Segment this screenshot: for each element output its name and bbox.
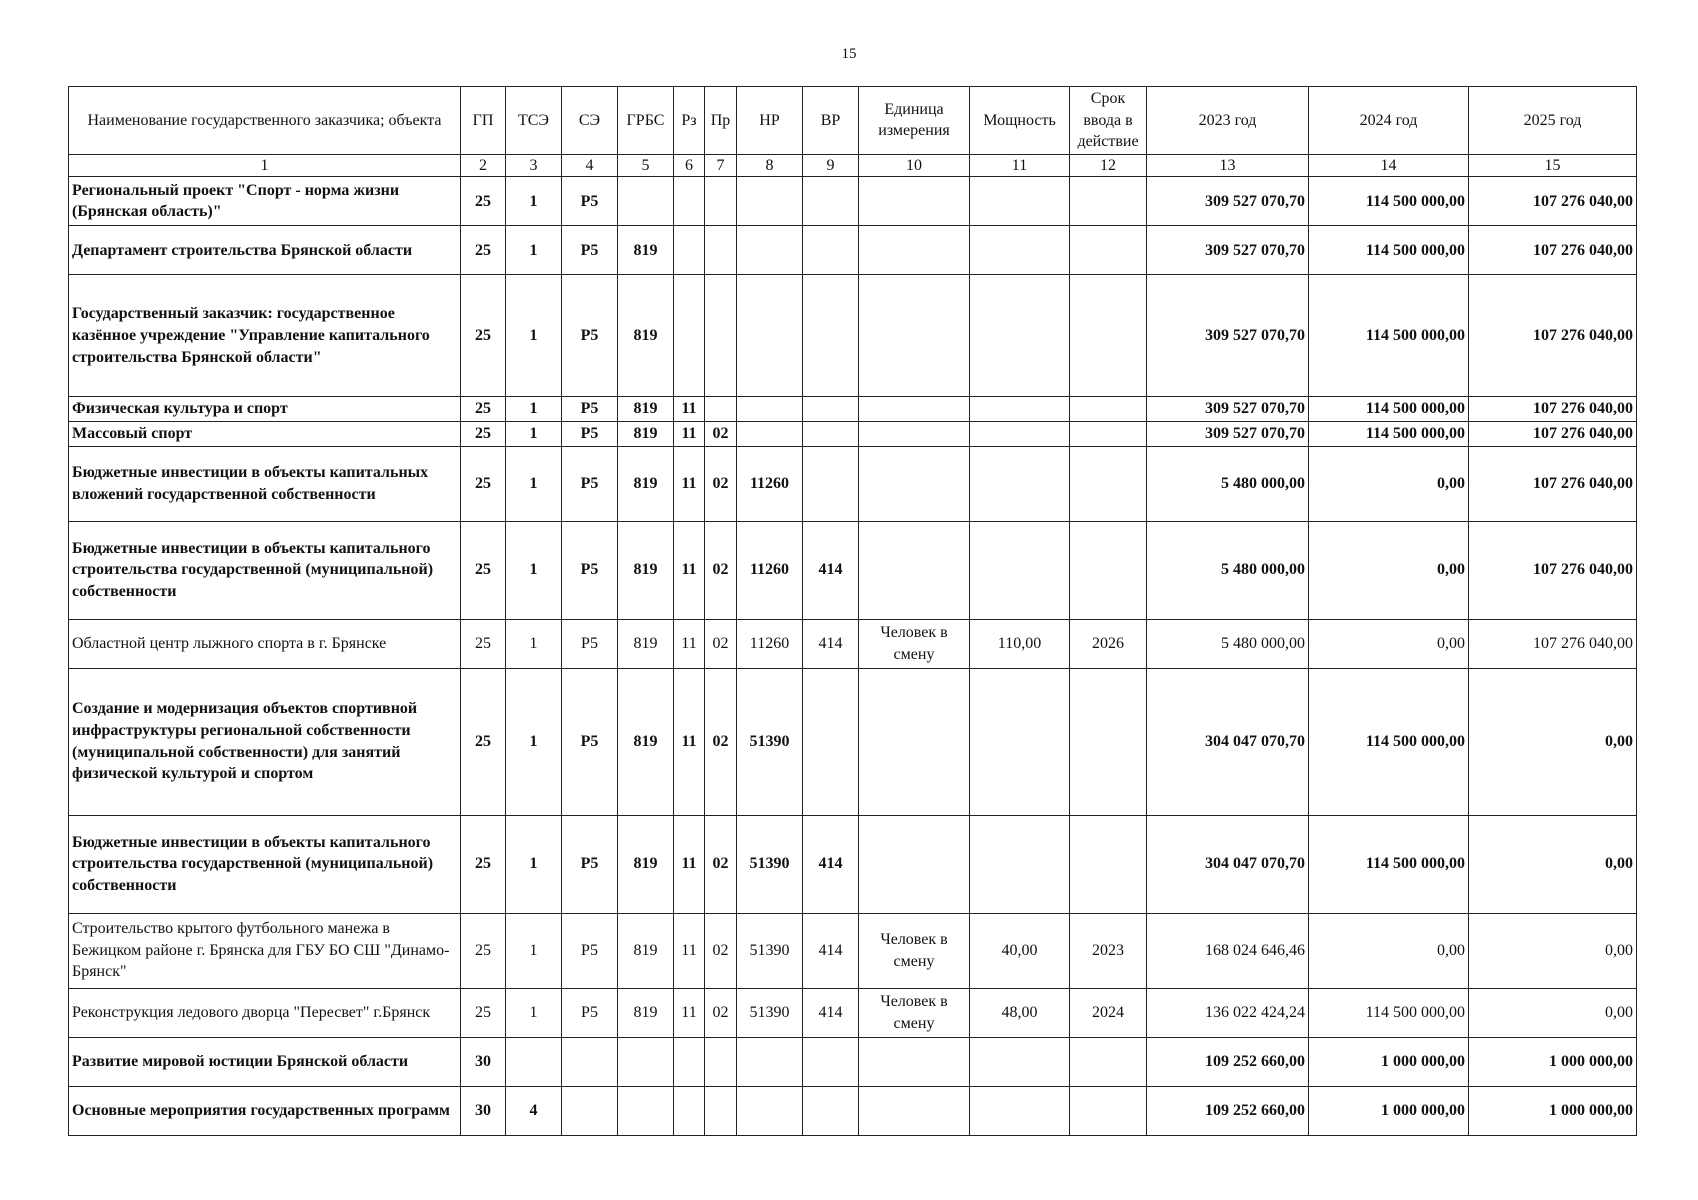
column-number: 5 bbox=[618, 154, 674, 177]
table-cell bbox=[705, 177, 737, 226]
column-number: 4 bbox=[562, 154, 618, 177]
table-cell: 107 276 040,00 bbox=[1469, 521, 1637, 619]
header-cell: ВР bbox=[803, 87, 859, 155]
table-cell: 309 527 070,70 bbox=[1147, 226, 1309, 275]
table-cell: 25 bbox=[461, 815, 506, 913]
table-cell: 819 bbox=[618, 668, 674, 815]
table-cell: 0,00 bbox=[1309, 446, 1469, 521]
header-cell: 2025 год bbox=[1469, 87, 1637, 155]
table-cell: 107 276 040,00 bbox=[1469, 619, 1637, 668]
table-cell bbox=[803, 177, 859, 226]
table-cell: 109 252 660,00 bbox=[1147, 1086, 1309, 1135]
table-cell: 02 bbox=[705, 913, 737, 988]
column-number: 3 bbox=[506, 154, 562, 177]
table-cell: 02 bbox=[705, 815, 737, 913]
table-cell: 48,00 bbox=[970, 988, 1070, 1037]
table-cell: 51390 bbox=[737, 913, 803, 988]
table-cell bbox=[970, 421, 1070, 446]
table-cell bbox=[705, 226, 737, 275]
table-cell bbox=[803, 226, 859, 275]
table-cell: 1 bbox=[506, 226, 562, 275]
table-cell: Р5 bbox=[562, 913, 618, 988]
table-cell: 02 bbox=[705, 619, 737, 668]
table-cell: 25 bbox=[461, 619, 506, 668]
table-cell: 1 bbox=[506, 988, 562, 1037]
header-cell: Наименование государственного заказчика; объекта bbox=[69, 87, 461, 155]
table-cell bbox=[1070, 521, 1147, 619]
table-cell bbox=[705, 397, 737, 422]
table-cell: 1 000 000,00 bbox=[1309, 1037, 1469, 1086]
header-cell: Рз bbox=[674, 87, 705, 155]
table-cell: 4 bbox=[506, 1086, 562, 1135]
table-cell bbox=[705, 1086, 737, 1135]
table-cell bbox=[1070, 177, 1147, 226]
table-cell: 0,00 bbox=[1469, 668, 1637, 815]
table-cell: 107 276 040,00 bbox=[1469, 275, 1637, 397]
table-cell: 2024 bbox=[1070, 988, 1147, 1037]
header-cell: Единица измерения bbox=[859, 87, 970, 155]
table-cell: 107 276 040,00 bbox=[1469, 397, 1637, 422]
table-cell bbox=[1070, 815, 1147, 913]
table-row bbox=[69, 521, 1637, 619]
table-cell bbox=[674, 226, 705, 275]
table-cell bbox=[803, 275, 859, 397]
table-cell: 107 276 040,00 bbox=[1469, 226, 1637, 275]
table-cell: 25 bbox=[461, 226, 506, 275]
table-cell: 11 bbox=[674, 397, 705, 422]
table-cell bbox=[1070, 421, 1147, 446]
table-row bbox=[69, 815, 1637, 913]
column-number: 7 bbox=[705, 154, 737, 177]
table-cell bbox=[705, 275, 737, 397]
table-cell: 819 bbox=[618, 619, 674, 668]
table-cell: 1 bbox=[506, 619, 562, 668]
table-cell: 5 480 000,00 bbox=[1147, 521, 1309, 619]
table-cell bbox=[737, 421, 803, 446]
table-cell bbox=[970, 446, 1070, 521]
table-cell bbox=[859, 226, 970, 275]
column-number: 12 bbox=[1070, 154, 1147, 177]
table-cell: 2026 bbox=[1070, 619, 1147, 668]
table-cell bbox=[618, 1037, 674, 1086]
table-cell: 0,00 bbox=[1309, 619, 1469, 668]
table-cell: 114 500 000,00 bbox=[1309, 177, 1469, 226]
header-cell: ТСЭ bbox=[506, 87, 562, 155]
table-row bbox=[69, 446, 1637, 521]
table-cell bbox=[859, 1037, 970, 1086]
table-cell bbox=[970, 521, 1070, 619]
table-cell: 819 bbox=[618, 913, 674, 988]
table-cell: 02 bbox=[705, 988, 737, 1037]
table-cell: 5 480 000,00 bbox=[1147, 619, 1309, 668]
table-body bbox=[69, 177, 1637, 1135]
row-name-cell: Реконструкция ледового дворца "Пересвет" г.Брянск bbox=[69, 988, 461, 1037]
row-name-cell: Бюджетные инвестиции в объекты капитального строительства государственной (муниципальной) собственности bbox=[69, 521, 461, 619]
row-name-cell: Бюджетные инвестиции в объекты капитальных вложений государственной собственности bbox=[69, 446, 461, 521]
column-number: 11 bbox=[970, 154, 1070, 177]
table-row bbox=[69, 913, 1637, 988]
table-cell: 114 500 000,00 bbox=[1309, 397, 1469, 422]
table-cell: 819 bbox=[618, 421, 674, 446]
table-cell: 0,00 bbox=[1469, 913, 1637, 988]
table-cell: 40,00 bbox=[970, 913, 1070, 988]
header-cell: СЭ bbox=[562, 87, 618, 155]
table-cell: 11260 bbox=[737, 619, 803, 668]
table-cell: 819 bbox=[618, 275, 674, 397]
table-row bbox=[69, 1086, 1637, 1135]
row-name-cell: Бюджетные инвестиции в объекты капитального строительства государственной (муниципальной) собственности bbox=[69, 815, 461, 913]
table-cell: 02 bbox=[705, 668, 737, 815]
table-cell: 1 bbox=[506, 397, 562, 422]
table-cell bbox=[970, 1037, 1070, 1086]
table-cell: 30 bbox=[461, 1086, 506, 1135]
table-row bbox=[69, 1037, 1637, 1086]
table-cell: 1 bbox=[506, 521, 562, 619]
table-cell: Р5 bbox=[562, 521, 618, 619]
table-cell bbox=[737, 275, 803, 397]
table-cell bbox=[1070, 1086, 1147, 1135]
row-name-cell: Основные мероприятия государственных программ bbox=[69, 1086, 461, 1135]
table-cell bbox=[859, 177, 970, 226]
table-cell bbox=[970, 275, 1070, 397]
table-row bbox=[69, 668, 1637, 815]
table-cell: 819 bbox=[618, 446, 674, 521]
table-cell bbox=[618, 1086, 674, 1135]
table-cell: 168 024 646,46 bbox=[1147, 913, 1309, 988]
table-cell: 25 bbox=[461, 988, 506, 1037]
table-cell bbox=[859, 815, 970, 913]
table-cell: 819 bbox=[618, 988, 674, 1037]
column-number: 2 bbox=[461, 154, 506, 177]
table-cell: 2023 bbox=[1070, 913, 1147, 988]
table-cell bbox=[674, 1086, 705, 1135]
table-cell: 11260 bbox=[737, 521, 803, 619]
table-cell: 309 527 070,70 bbox=[1147, 421, 1309, 446]
column-number-row bbox=[69, 154, 1637, 177]
table-cell: Р5 bbox=[562, 815, 618, 913]
row-name-cell: Массовый спорт bbox=[69, 421, 461, 446]
table-cell bbox=[737, 226, 803, 275]
table-cell: 30 bbox=[461, 1037, 506, 1086]
header-cell: Мощность bbox=[970, 87, 1070, 155]
row-name-cell: Областной центр лыжного спорта в г. Брянске bbox=[69, 619, 461, 668]
table-cell: 51390 bbox=[737, 815, 803, 913]
table-cell bbox=[970, 397, 1070, 422]
table-cell: 107 276 040,00 bbox=[1469, 177, 1637, 226]
table-cell: 114 500 000,00 bbox=[1309, 668, 1469, 815]
table-cell bbox=[970, 815, 1070, 913]
table-cell: Р5 bbox=[562, 668, 618, 815]
table-cell bbox=[970, 1086, 1070, 1135]
table-cell: 1 bbox=[506, 421, 562, 446]
table-cell: 0,00 bbox=[1309, 521, 1469, 619]
table-cell: Человек в смену bbox=[859, 619, 970, 668]
table-cell: 25 bbox=[461, 913, 506, 988]
row-name-cell: Департамент строительства Брянской области bbox=[69, 226, 461, 275]
table-cell: Р5 bbox=[562, 446, 618, 521]
table-cell bbox=[1070, 226, 1147, 275]
table-cell: 1 bbox=[506, 275, 562, 397]
table-cell bbox=[674, 1037, 705, 1086]
table-cell: 819 bbox=[618, 226, 674, 275]
table-cell: 1 000 000,00 bbox=[1469, 1086, 1637, 1135]
column-number: 9 bbox=[803, 154, 859, 177]
header-cell: 2023 год bbox=[1147, 87, 1309, 155]
table-cell bbox=[674, 275, 705, 397]
header-cell: Срок ввода в действие bbox=[1070, 87, 1147, 155]
column-number: 14 bbox=[1309, 154, 1469, 177]
header-cell: 2024 год bbox=[1309, 87, 1469, 155]
table-cell: 11 bbox=[674, 446, 705, 521]
header-cell: НР bbox=[737, 87, 803, 155]
table-cell: 11 bbox=[674, 988, 705, 1037]
table-cell: 304 047 070,70 bbox=[1147, 815, 1309, 913]
table-cell: 107 276 040,00 bbox=[1469, 446, 1637, 521]
table-cell: Р5 bbox=[562, 619, 618, 668]
table-cell: 11260 bbox=[737, 446, 803, 521]
table-cell: 25 bbox=[461, 446, 506, 521]
table-cell: 136 022 424,24 bbox=[1147, 988, 1309, 1037]
table-cell: Человек в смену bbox=[859, 988, 970, 1037]
table-row bbox=[69, 275, 1637, 397]
table-row bbox=[69, 988, 1637, 1037]
page-number: 15 bbox=[841, 46, 857, 62]
table-cell: Р5 bbox=[562, 226, 618, 275]
table-row bbox=[69, 421, 1637, 446]
table-cell bbox=[1070, 668, 1147, 815]
table-cell bbox=[859, 421, 970, 446]
table-cell: 51390 bbox=[737, 668, 803, 815]
table-cell bbox=[674, 177, 705, 226]
table-cell bbox=[859, 521, 970, 619]
table-cell: 25 bbox=[461, 521, 506, 619]
table-cell bbox=[859, 397, 970, 422]
table-cell: 304 047 070,70 bbox=[1147, 668, 1309, 815]
table-cell: 309 527 070,70 bbox=[1147, 397, 1309, 422]
table-cell: 1 bbox=[506, 815, 562, 913]
row-name-cell: Государственный заказчик: государственное казённое учреждение "Управление капитального строительства Брянской области" bbox=[69, 275, 461, 397]
table-cell: 11 bbox=[674, 668, 705, 815]
table-cell: 819 bbox=[618, 521, 674, 619]
table-cell: 1 bbox=[506, 913, 562, 988]
table-cell: 5 480 000,00 bbox=[1147, 446, 1309, 521]
table-cell: 114 500 000,00 bbox=[1309, 226, 1469, 275]
table-cell: 107 276 040,00 bbox=[1469, 421, 1637, 446]
table-cell bbox=[562, 1037, 618, 1086]
table-cell: 1 bbox=[506, 177, 562, 226]
table-row bbox=[69, 619, 1637, 668]
table-cell: 114 500 000,00 bbox=[1309, 275, 1469, 397]
table-cell bbox=[970, 226, 1070, 275]
table-cell bbox=[562, 1086, 618, 1135]
row-name-cell: Создание и модернизация объектов спортивной инфраструктуры региональной собственности (муниципальной собственности) для занятий физической культурой и спортом bbox=[69, 668, 461, 815]
row-name-cell: Строительство крытого футбольного манежа в Бежицком районе г. Брянска для ГБУ БО СШ "Динамо-Брянск" bbox=[69, 913, 461, 988]
table-cell: Человек в смену bbox=[859, 913, 970, 988]
column-number: 10 bbox=[859, 154, 970, 177]
table-cell: 1 bbox=[506, 446, 562, 521]
row-name-cell: Физическая культура и спорт bbox=[69, 397, 461, 422]
table-cell bbox=[1070, 1037, 1147, 1086]
table-cell: 0,00 bbox=[1309, 913, 1469, 988]
table-cell: Р5 bbox=[562, 275, 618, 397]
table-cell: Р5 bbox=[562, 421, 618, 446]
table-cell bbox=[859, 1086, 970, 1135]
table-cell: 11 bbox=[674, 815, 705, 913]
column-number: 1 bbox=[69, 154, 461, 177]
column-number: 8 bbox=[737, 154, 803, 177]
header-cell: Пр bbox=[705, 87, 737, 155]
table-cell: 414 bbox=[803, 988, 859, 1037]
table-cell: 309 527 070,70 bbox=[1147, 275, 1309, 397]
table-cell bbox=[859, 275, 970, 397]
table-cell bbox=[506, 1037, 562, 1086]
budget-table bbox=[68, 86, 1637, 1136]
table-cell bbox=[970, 668, 1070, 815]
table-cell: 25 bbox=[461, 397, 506, 422]
table-cell bbox=[737, 1037, 803, 1086]
table-cell: 114 500 000,00 bbox=[1309, 988, 1469, 1037]
table-row bbox=[69, 226, 1637, 275]
table-cell: Р5 bbox=[562, 988, 618, 1037]
table-cell bbox=[803, 668, 859, 815]
column-number: 15 bbox=[1469, 154, 1637, 177]
table-cell: 309 527 070,70 bbox=[1147, 177, 1309, 226]
table-cell: 0,00 bbox=[1469, 988, 1637, 1037]
row-name-cell: Развитие мировой юстиции Брянской области bbox=[69, 1037, 461, 1086]
table-cell: 25 bbox=[461, 275, 506, 397]
table-cell: 0,00 bbox=[1469, 815, 1637, 913]
table-cell: 414 bbox=[803, 521, 859, 619]
table-cell bbox=[803, 421, 859, 446]
table-cell: 11 bbox=[674, 619, 705, 668]
table-cell bbox=[737, 1086, 803, 1135]
table-cell bbox=[1070, 275, 1147, 397]
table-cell: 414 bbox=[803, 913, 859, 988]
table-cell bbox=[1070, 446, 1147, 521]
table-cell: 1 bbox=[506, 668, 562, 815]
table-cell bbox=[737, 397, 803, 422]
table-row bbox=[69, 177, 1637, 226]
table-cell: 414 bbox=[803, 619, 859, 668]
table-cell bbox=[859, 446, 970, 521]
table-cell: 02 bbox=[705, 421, 737, 446]
table-cell bbox=[803, 1037, 859, 1086]
column-number: 13 bbox=[1147, 154, 1309, 177]
table-cell: 25 bbox=[461, 421, 506, 446]
table-cell: 110,00 bbox=[970, 619, 1070, 668]
table-cell: 51390 bbox=[737, 988, 803, 1037]
table-cell: 11 bbox=[674, 421, 705, 446]
table-cell: 25 bbox=[461, 668, 506, 815]
table-cell: 11 bbox=[674, 521, 705, 619]
table-cell: 114 500 000,00 bbox=[1309, 421, 1469, 446]
table-cell: 109 252 660,00 bbox=[1147, 1037, 1309, 1086]
table-row bbox=[69, 397, 1637, 422]
table-cell: Р5 bbox=[562, 397, 618, 422]
table-cell bbox=[1070, 397, 1147, 422]
header-cell: ГРБС bbox=[618, 87, 674, 155]
table-cell: 02 bbox=[705, 521, 737, 619]
table-cell: 11 bbox=[674, 913, 705, 988]
table-cell: 25 bbox=[461, 177, 506, 226]
row-name-cell: Региональный проект "Спорт - норма жизни (Брянская область)" bbox=[69, 177, 461, 226]
table-cell: Р5 bbox=[562, 177, 618, 226]
header-cell: ГП bbox=[461, 87, 506, 155]
table-cell: 02 bbox=[705, 446, 737, 521]
header-row bbox=[69, 87, 1637, 155]
table-cell: 1 000 000,00 bbox=[1469, 1037, 1637, 1086]
table-cell bbox=[705, 1037, 737, 1086]
table-cell bbox=[803, 446, 859, 521]
table-cell: 114 500 000,00 bbox=[1309, 815, 1469, 913]
table-cell bbox=[737, 177, 803, 226]
table-cell bbox=[803, 397, 859, 422]
table-cell: 819 bbox=[618, 815, 674, 913]
column-number: 6 bbox=[674, 154, 705, 177]
table-cell bbox=[970, 177, 1070, 226]
table-cell: 1 000 000,00 bbox=[1309, 1086, 1469, 1135]
table-cell bbox=[618, 177, 674, 226]
table-cell: 414 bbox=[803, 815, 859, 913]
table-cell: 819 bbox=[618, 397, 674, 422]
table-cell bbox=[803, 1086, 859, 1135]
table-cell bbox=[859, 668, 970, 815]
